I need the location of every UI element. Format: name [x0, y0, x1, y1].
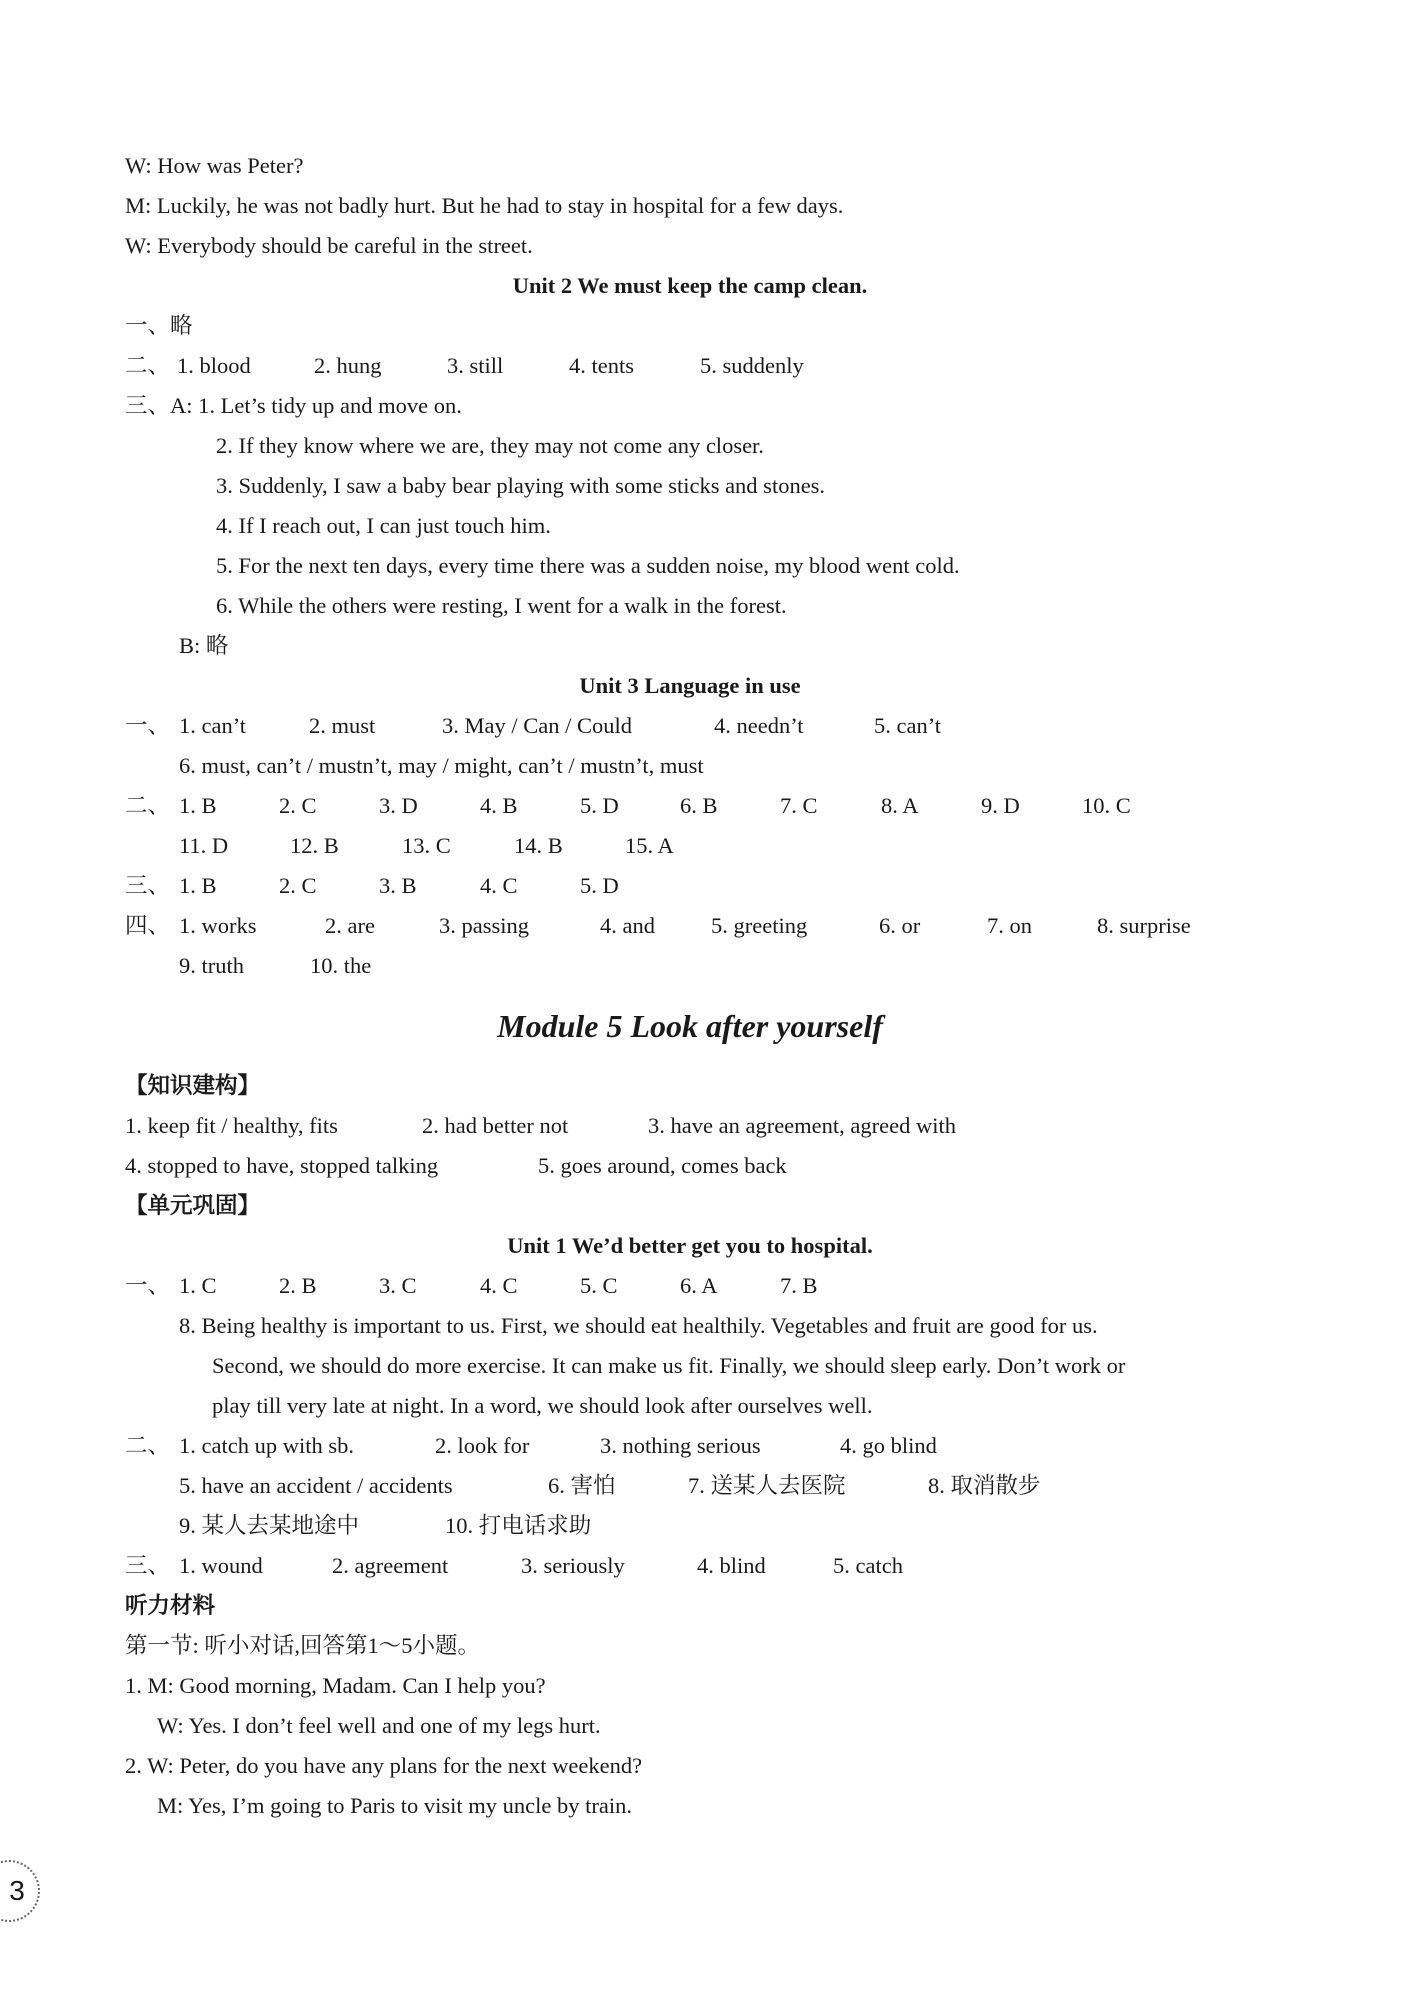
answer: 2. C — [279, 793, 317, 818]
listening-section: 第一节: 听小对话,回答第1～5小题。 — [125, 1633, 481, 1658]
unit1-q2-row1: 二、 1. catch up with sb. 2. look for 3. nothing serious 4. go blind — [125, 1433, 937, 1458]
answer: 5. have an accident / accidents — [179, 1473, 453, 1498]
unit1-q1: 一、 1. C 2. B 3. C 4. C 5. C 6. A 7. B — [125, 1273, 818, 1298]
answer: 5. can’t — [874, 713, 942, 738]
unit3-q1: 一、 1. can’t 2. must 3. May / Can / Could 4. needn’t 5. can’t — [125, 713, 942, 738]
answer: 9. truth — [179, 953, 244, 978]
unit3-title: Unit 3 Language in use — [579, 673, 801, 698]
answer: 3. D — [379, 793, 418, 818]
unit1-q3: 三、 1. wound 2. agreement 3. seriously 4. blind 5. catch — [125, 1553, 903, 1578]
answer: 5. D — [580, 793, 619, 818]
answer: 1. B — [179, 793, 217, 818]
answer: 2. B — [279, 1273, 317, 1298]
answer: 2. are — [325, 913, 375, 938]
dialog-line: W: Everybody should be careful in the street. — [125, 233, 533, 258]
answer: 1. works — [179, 913, 257, 938]
answer: 6. B — [680, 793, 718, 818]
answer: 3. seriously — [521, 1553, 625, 1578]
answer: 1. C — [179, 1273, 217, 1298]
answer: 6. 害怕 — [548, 1473, 616, 1498]
review-heading: 【单元巩固】 — [125, 1193, 261, 1219]
answer: 5. greeting — [711, 913, 808, 938]
answer: 5. suddenly — [700, 353, 804, 378]
answer: 8. 取消散步 — [928, 1473, 1041, 1498]
unit1-q1-8: 8. Being healthy is important to us. First, we should eat healthily. Vegetables and fruit are good for us. — [179, 1313, 1098, 1338]
answer: 1. wound — [179, 1553, 263, 1578]
answer: 14. B — [514, 833, 563, 858]
knowledge-row: 4. stopped to have, stopped talking 5. goes around, comes back — [125, 1153, 787, 1178]
unit3-q2-row1: 二、 1. B 2. C 3. D 4. B 5. D 6. B 7. C 8. A 9. D 10. C — [125, 793, 1131, 818]
answer: 2. look for — [435, 1433, 530, 1458]
answer: 3. May / Can / Could — [442, 713, 632, 738]
unit1-q2-row3 — [179, 1515, 591, 1538]
answer: 4. tents — [569, 353, 634, 378]
answer: 5. C — [580, 1273, 618, 1298]
answer: 1. can’t — [179, 713, 247, 738]
unit3-q4-row2 — [179, 955, 371, 978]
answer: 4. C — [480, 873, 518, 898]
answer: 13. C — [402, 833, 451, 858]
answer: 10. C — [1082, 793, 1131, 818]
answer: 3. B — [379, 873, 417, 898]
dialog-line: M: Luckily, he was not badly hurt. But he had to stay in hospital for a few days. — [125, 193, 844, 218]
answer: 8. A — [881, 793, 919, 818]
knowledge-row: 1. keep fit / healthy, fits 2. had better not 3. have an agreement, agreed with — [125, 1113, 956, 1138]
answer: 7. C — [780, 793, 818, 818]
unit2-q3-a1: 三、A: 1. Let’s tidy up and move on. — [125, 393, 462, 418]
unit1-q1-8: Second, we should do more exercise. It can make us fit. Finally, we should sleep early. Don’t work or — [212, 1353, 1126, 1378]
unit3-q1-line2: 6. must, can’t / mustn’t, may / might, can’t / mustn’t, must — [179, 753, 704, 778]
answer: 2. C — [279, 873, 317, 898]
answer: 2. hung — [314, 353, 382, 378]
unit2-q3-item: 3. Suddenly, I saw a baby bear playing with some sticks and stones. — [216, 473, 826, 498]
unit2-q3-item: 2. If they know where we are, they may not come any closer. — [216, 433, 764, 458]
answer: 4. and — [600, 913, 655, 938]
answer: 12. B — [290, 833, 339, 858]
answer: 11. D — [179, 833, 229, 858]
answer: 6. or — [879, 913, 921, 938]
listening-heading: 听力材料 — [125, 1593, 216, 1619]
answer: 15. A — [625, 833, 674, 858]
unit1-title: Unit 1 We’d better get you to hospital. — [507, 1233, 873, 1258]
answer: 2. must — [309, 713, 376, 738]
answer: 10. 打电话求助 — [445, 1513, 592, 1538]
module-title: Module 5 Look after yourself — [497, 1008, 883, 1044]
answer: 5. catch — [833, 1553, 903, 1578]
unit2-q3-item: 4. If I reach out, I can just touch him. — [216, 513, 551, 538]
unit2-q3-b: B: 略 — [179, 633, 229, 658]
answer: 1. blood — [177, 353, 251, 378]
answer: 4. needn’t — [714, 713, 804, 738]
listening-dialog: 2. W: Peter, do you have any plans for the next weekend? — [125, 1753, 643, 1778]
listening-dialog: M: Yes, I’m going to Paris to visit my uncle by train. — [157, 1793, 632, 1818]
answer: 6. A — [680, 1273, 718, 1298]
answer: 3. C — [379, 1273, 417, 1298]
dialog-line: W: How was Peter? — [125, 153, 304, 178]
unit2-q1: 一、略 — [125, 313, 193, 338]
unit1-q1-8: play till very late at night. In a word, we should look after ourselves well. — [212, 1393, 873, 1418]
answer: 4. B — [480, 793, 518, 818]
unit2-q3-item: 5. For the next ten days, every time there was a sudden noise, my blood went cold. — [216, 553, 960, 578]
listening-dialog: W: Yes. I don’t feel well and one of my legs hurt. — [157, 1713, 601, 1738]
answer: 4. C — [480, 1273, 518, 1298]
unit2-q3-item: 6. While the others were resting, I went for a walk in the forest. — [216, 593, 787, 618]
answer: 3. passing — [439, 913, 529, 938]
unit2-q2: 二、 1. blood 2. hung 3. still 4. tents 5. suddenly — [125, 353, 804, 378]
answer: 9. 某人去某地途中 — [179, 1513, 360, 1538]
unit3-q2-row2 — [179, 835, 674, 858]
answer: 1. catch up with sb. — [179, 1433, 354, 1458]
answer: 7. 送某人去医院 — [688, 1473, 846, 1498]
answer: 9. D — [981, 793, 1020, 818]
unit3-q4-row1: 四、 1. works 2. are 3. passing 4. and 5. greeting 6. or 7. on 8. surprise — [125, 913, 1191, 938]
answer: 2. agreement — [332, 1553, 449, 1578]
page-number: 3 — [0, 1860, 40, 1922]
answer: 4. blind — [697, 1553, 766, 1578]
answer: 8. surprise — [1097, 913, 1191, 938]
answer: 1. B — [179, 873, 217, 898]
answer: 4. go blind — [840, 1433, 937, 1458]
unit3-q3: 三、 1. B 2. C 3. B 4. C 5. D — [125, 873, 619, 898]
answer: 10. the — [310, 953, 372, 978]
knowledge-heading: 【知识建构】 — [125, 1073, 261, 1099]
answer: 3. still — [447, 353, 504, 378]
unit2-title: Unit 2 We must keep the camp clean. — [512, 273, 868, 298]
answer: 7. on — [987, 913, 1032, 938]
answer: 3. nothing serious — [600, 1433, 761, 1458]
answer: 7. B — [780, 1273, 818, 1298]
answer: 5. D — [580, 873, 619, 898]
listening-dialog: 1. M: Good morning, Madam. Can I help you? — [125, 1673, 546, 1698]
unit1-q2-row2 — [179, 1475, 1041, 1498]
